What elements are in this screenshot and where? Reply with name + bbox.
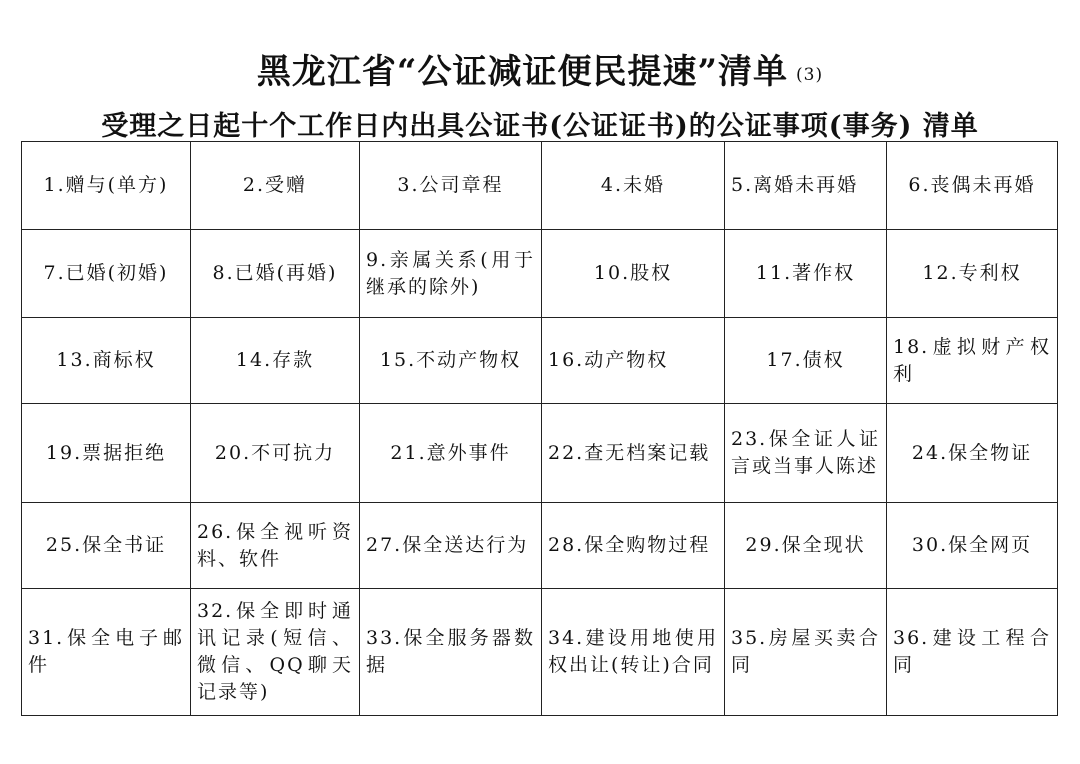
table-cell: 8.已婚(再婚) [191,230,360,318]
table-cell: 7.已婚(初婚) [22,230,191,318]
table-cell: 21.意外事件 [360,404,542,503]
table-cell: 28.保全购物过程 [542,503,725,589]
table-cell: 14.存款 [191,318,360,404]
table-cell: 25.保全书证 [22,503,191,589]
title-note: (3) [796,65,824,85]
table-cell: 2.受赠 [191,142,360,230]
table-row [22,404,1058,503]
table-row [22,318,1058,404]
table-cell: 22.查无档案记载 [542,404,725,503]
table-cell: 17.债权 [725,318,887,404]
table-cell: 34.建设用地使用权出让(转让)合同 [542,589,725,716]
table-cell: 27.保全送达行为 [360,503,542,589]
table-cell: 29.保全现状 [725,503,887,589]
table-cell: 26.保全视听资料、软件 [191,503,360,589]
table-cell: 3.公司章程 [360,142,542,230]
table-cell: 24.保全物证 [887,404,1058,503]
table-cell: 10.股权 [542,230,725,318]
table-cell: 15.不动产物权 [360,318,542,404]
table-cell: 36.建设工程合同 [887,589,1058,716]
notarization-items-table [21,141,1058,716]
document-title [0,44,1080,93]
table-cell: 13.商标权 [22,318,191,404]
table-cell: 1.赠与(单方) [22,142,191,230]
table-row [22,503,1058,589]
table-cell: 30.保全网页 [887,503,1058,589]
title-text: 黑龙江省“公证减证便民提速”清单 [256,52,789,92]
document-subtitle: 受理之日起十个工作日内出具公证书(公证证书)的公证事项(事务) 清单 [101,111,979,142]
table-cell: 33.保全服务器数据 [360,589,542,716]
table-row [22,230,1058,318]
table-cell: 20.不可抗力 [191,404,360,503]
table-cell: 32.保全即时通讯记录(短信、微信、QQ聊天记录等) [191,589,360,716]
table-cell: 19.票据拒绝 [22,404,191,503]
table-cell: 6.丧偶未再婚 [887,142,1058,230]
table-cell: 12.专利权 [887,230,1058,318]
table-cell: 4.未婚 [542,142,725,230]
table-cell: 9.亲属关系(用于继承的除外) [360,230,542,318]
table-cell: 31.保全电子邮件 [22,589,191,716]
table-cell: 16.动产物权 [542,318,725,404]
table-row [22,589,1058,716]
table-cell: 35.房屋买卖合同 [725,589,887,716]
table-cell: 23.保全证人证言或当事人陈述 [725,404,887,503]
table-cell: 5.离婚未再婚 [725,142,887,230]
table-cell: 11.著作权 [725,230,887,318]
table-row [22,142,1058,230]
table-cell: 18.虚拟财产权利 [887,318,1058,404]
